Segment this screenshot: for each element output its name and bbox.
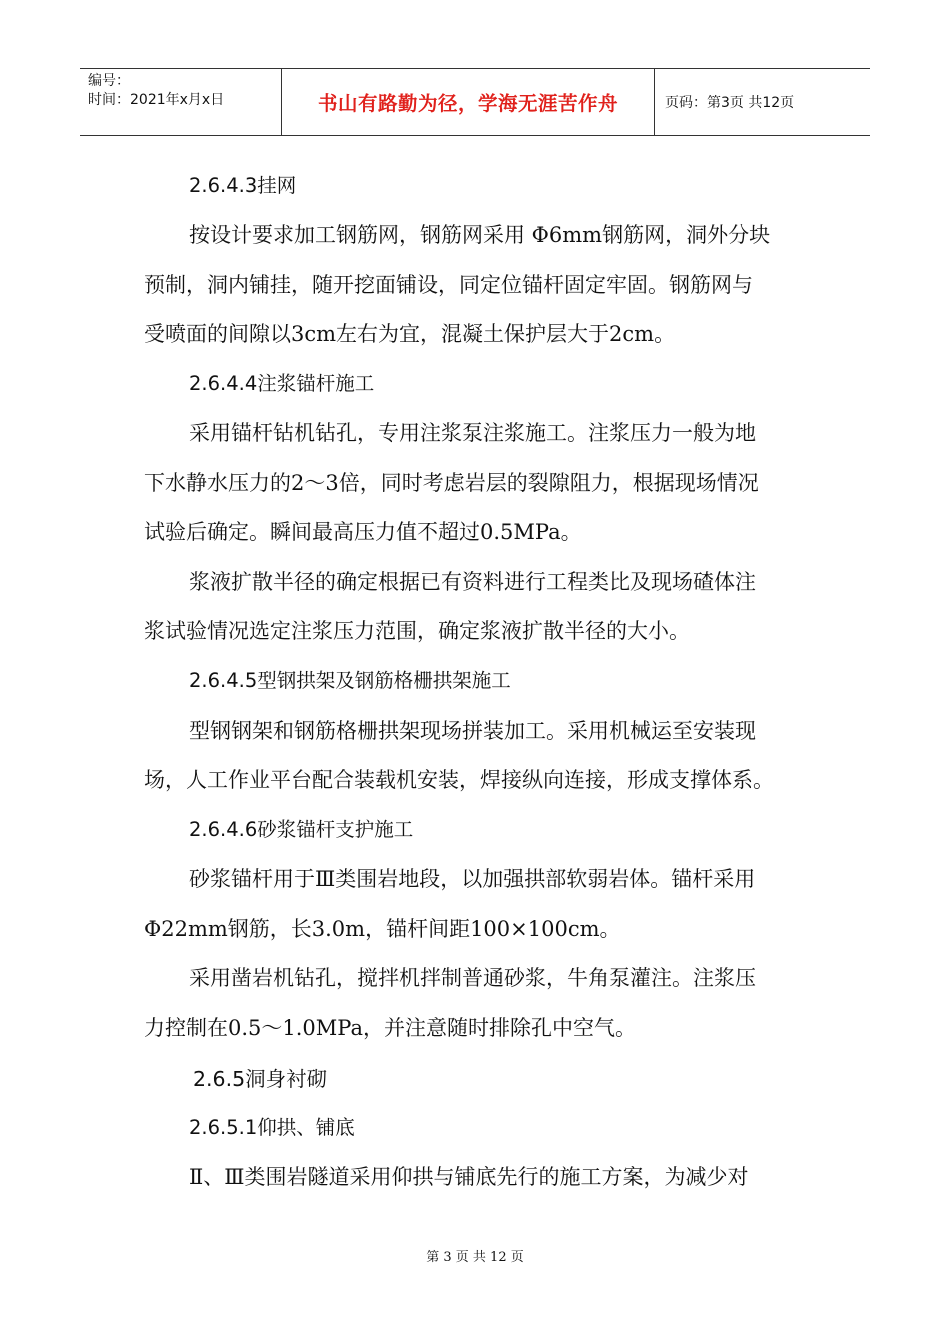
header-motto-cell <box>282 69 655 135</box>
page-header <box>80 68 870 136</box>
page-footer: 第 3 页 共 12 页 <box>426 1250 524 1265</box>
section-heading: 2.6.4.4注浆锚杆施工 <box>189 372 375 395</box>
paragraph-line: 受喷面的间隙以3cm左右为宜，混凝土保护层大于2cm。 <box>144 322 676 346</box>
paragraph-line: 场，人工作业平台配合装载机安装，焊接纵向连接，形成支撑体系。 <box>144 768 774 792</box>
paragraph-line: 采用凿岩机钻孔，搅拌机拌制普通砂浆，牛角泵灌注。注浆压 <box>189 966 756 990</box>
section-heading: 2.6.5洞身衬砌 <box>193 1067 328 1091</box>
paragraph-line: Ⅱ、Ⅲ类围岩隧道采用仰拱与铺底先行的施工方案，为减少对 <box>189 1165 749 1189</box>
paragraph-line: 采用锚杆钻机钻孔，专用注浆泵注浆施工。注浆压力一般为地 <box>189 421 756 445</box>
header-page-info: 页码：第3页 共12页 <box>665 95 795 111</box>
document-number-label: 编号： <box>88 73 130 89</box>
paragraph-line: 按设计要求加工钢筋网，钢筋网采用 Φ6mm钢筋网，洞外分块 <box>189 223 771 247</box>
header-info-cell <box>80 69 282 135</box>
paragraph-line: 力控制在0.5～1.0MPa，并注意随时排除孔中空气。 <box>144 1016 637 1040</box>
paragraph-line: 下水静水压力的2～3倍，同时考虑岩层的裂隙阻力，根据现场情况 <box>144 471 759 495</box>
section-heading: 2.6.4.6砂浆锚杆支护施工 <box>189 818 414 841</box>
paragraph-line: 浆液扩散半径的确定根据已有资料进行工程类比及现场碴体注 <box>189 570 756 594</box>
document-date-label: 时间：2021年x月x日 <box>88 92 225 108</box>
header-page-cell <box>655 69 870 135</box>
section-heading: 2.6.5.1仰拱、铺底 <box>189 1116 355 1139</box>
section-heading: 2.6.4.5型钢拱架及钢筋格栅拱架施工 <box>189 669 511 692</box>
paragraph-line: Φ22mm钢筋，长3.0m，锚杆间距100×100cm。 <box>144 917 621 941</box>
paragraph-line: 砂浆锚杆用于Ⅲ类围岩地段，以加强拱部软弱岩体。锚杆采用 <box>189 867 756 891</box>
section-heading: 2.6.4.3挂网 <box>189 174 297 197</box>
paragraph-line: 预制，洞内铺挂，随开挖面铺设，同定位锚杆固定牢固。钢筋网与 <box>144 273 753 297</box>
header-motto: 书山有路勤为径，学海无涯苦作舟 <box>317 92 618 115</box>
paragraph-line: 型钢钢架和钢筋格栅拱架现场拼装加工。采用机械运至安装现 <box>189 719 756 743</box>
paragraph-line: 浆试验情况选定注浆压力范围，确定浆液扩散半径的大小。 <box>144 619 690 643</box>
paragraph-line: 试验后确定。瞬间最高压力值不超过0.5MPa。 <box>144 520 582 544</box>
